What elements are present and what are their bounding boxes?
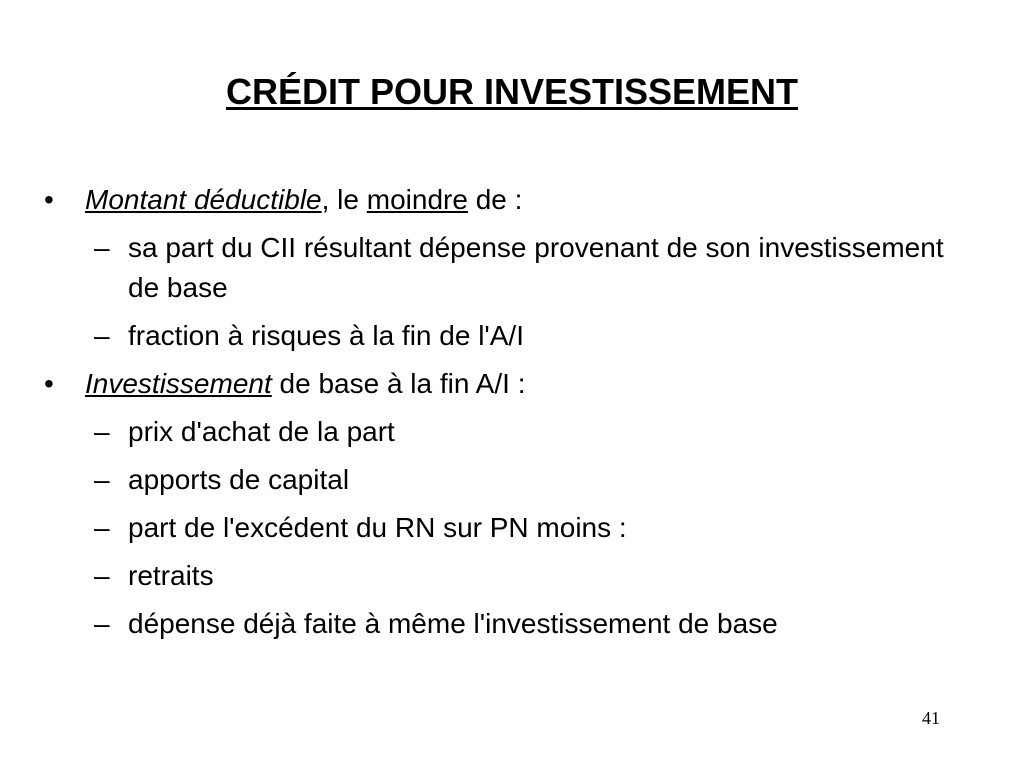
text-run: , le bbox=[321, 184, 367, 215]
list-item-text: dépense déjà faite à même l'investissement de base bbox=[128, 608, 778, 639]
dash-marker: – bbox=[94, 320, 110, 351]
list-item bbox=[0, 176, 1024, 224]
list-item-text: fraction à risques à la fin de l'A/I bbox=[128, 320, 524, 351]
dash-marker: – bbox=[94, 416, 110, 447]
text-run: de : bbox=[467, 184, 523, 215]
list-item bbox=[0, 312, 1024, 360]
dash-marker: – bbox=[94, 232, 110, 263]
text-run: Montant déductible bbox=[85, 184, 322, 215]
list-item-text: retraits bbox=[128, 560, 214, 591]
bullet-marker: • bbox=[44, 368, 54, 399]
list-item-text: part de l'excédent du RN sur PN moins : bbox=[128, 512, 627, 543]
list-item bbox=[0, 552, 1024, 600]
list-item-text: sa part du CII résultant dépense provenant de son investissement de base bbox=[128, 232, 944, 303]
dash-marker: – bbox=[94, 512, 110, 543]
bullet-list bbox=[0, 176, 1024, 648]
list-item bbox=[0, 408, 1024, 456]
list-item-text bbox=[85, 176, 965, 224]
dash-marker: – bbox=[94, 560, 110, 591]
dash-marker: – bbox=[94, 608, 110, 639]
list-item-text: apports de capital bbox=[128, 464, 350, 495]
text-run: Investissement bbox=[85, 368, 272, 399]
page-number: 41 bbox=[922, 708, 940, 728]
list-item-text: prix d'achat de la part bbox=[128, 416, 395, 447]
list-item bbox=[0, 504, 1024, 552]
list-item-text bbox=[85, 360, 965, 408]
list-item bbox=[0, 456, 1024, 504]
dash-marker: – bbox=[94, 464, 110, 495]
list-item bbox=[0, 360, 1024, 408]
text-run: moindre bbox=[366, 184, 468, 215]
list-item bbox=[0, 224, 1024, 312]
text-run: de base à la fin A/I : bbox=[271, 368, 526, 399]
slide-title: CRÉDIT POUR INVESTISSEMENT bbox=[225, 71, 799, 112]
list-item bbox=[0, 600, 1024, 648]
bullet-marker: • bbox=[44, 184, 54, 215]
